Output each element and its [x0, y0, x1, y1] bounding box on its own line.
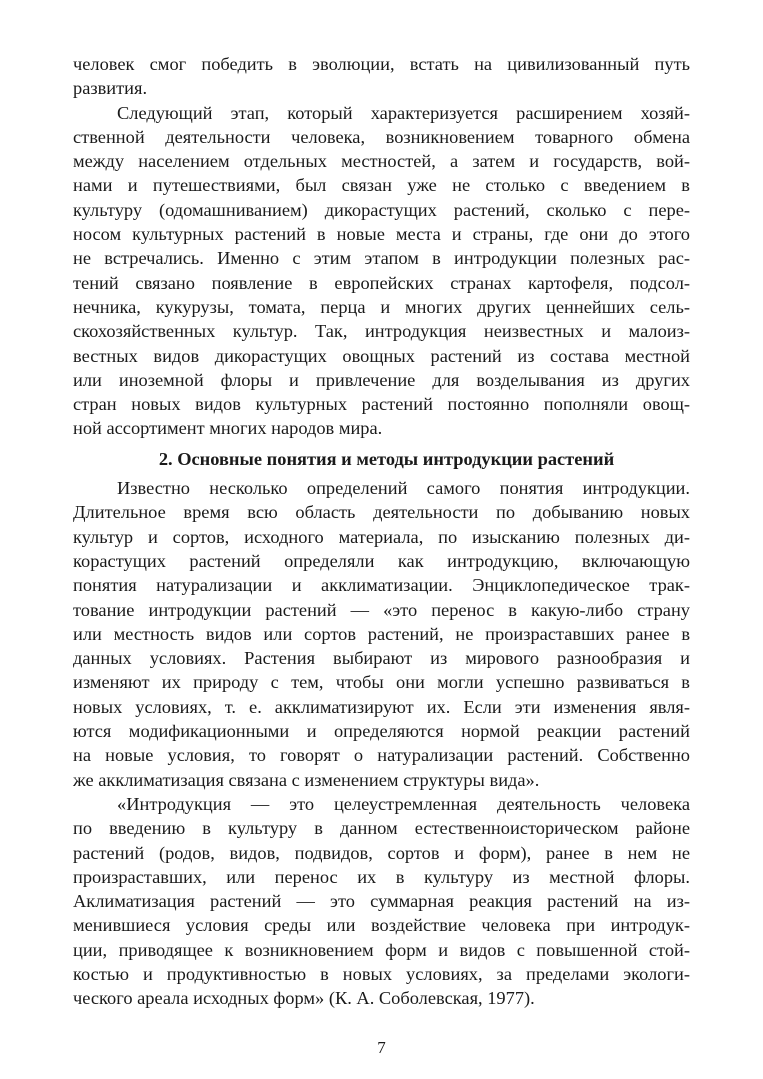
- text-line: ются модификационными и определяются нормой реакции растений: [73, 721, 690, 742]
- text-line: культуру (одомашниванием) дикорастущих растений, сколько с пере-: [73, 199, 690, 220]
- text-line: носом культурных растений в новые места и страны, где они до этого: [73, 224, 690, 245]
- text-line: вестных видов дикорастущих овощных растений из состава местной: [73, 345, 690, 366]
- text-line: «Интродукция — это целеустремленная деятельность человека: [117, 793, 690, 814]
- text-line: развития.: [73, 78, 148, 99]
- text-line: Длительное время всю область деятельности по добыванию новых: [73, 502, 690, 523]
- text-line: ной ассортимент многих народов мира.: [73, 418, 383, 439]
- text-line: же акклиматизация связана с изменением структуры вида».: [73, 769, 540, 790]
- text-line: ческого ареала исходных форм» (К. А. Соболевская, 1977).: [73, 988, 535, 1009]
- page-number: 7: [377, 1038, 386, 1057]
- text-line: менившиеся условия среды или воздействие человека при интродук-: [73, 915, 690, 936]
- text-line: нами и путешествиями, был связан уже не столько с введением в: [73, 175, 690, 196]
- text-line: понятия натурализации и акклиматизации. Энциклопедическое трак-: [73, 575, 690, 596]
- text-line: между населением отдельных местностей, а затем и государств, вой-: [73, 151, 690, 172]
- text-line: изменяют их природу с тем, чтобы они могли успешно развиваться в: [73, 672, 690, 693]
- text-line: не встречались. Именно с этим этапом в интродукции полезных рас-: [73, 248, 690, 269]
- text-line: данных условиях. Растения выбирают из мирового разнообразия и: [73, 648, 690, 669]
- page-body: [73, 52, 690, 1011]
- text-line: ции, приводящее к возникновением форм и видов с повышенной стой-: [73, 939, 690, 960]
- text-line: по введению в культуру в данном естественноисторическом районе: [73, 818, 690, 839]
- paragraph-next-stage: [73, 101, 690, 441]
- text-line: тование интродукции растений — «это перенос в какую-либо страну: [73, 599, 690, 620]
- text-line: скохозяйственных культур. Так, интродукция неизвестных и малоиз-: [73, 321, 690, 342]
- text-line: произраставших, или перенос их в культуру из местной флоры.: [73, 866, 690, 887]
- text-line: Известно несколько определений самого понятия интродукции.: [117, 478, 690, 499]
- text-line: или иноземной флоры и привлечение для возделывания из других: [73, 369, 690, 390]
- text-line: ственной деятельности человека, возникновением товарного обмена: [73, 126, 690, 147]
- text-line: новых условиях, т. е. акклиматизируют их. Если эти изменения явля-: [73, 696, 690, 717]
- text-line: тений связано появление в европейских странах картофеля, подсол-: [73, 272, 690, 293]
- text-line: Следующий этап, который характеризуется расширением хозяй-: [117, 102, 690, 123]
- text-line: Аклиматизация растений — это суммарная реакция растений на из-: [73, 891, 690, 912]
- text-line: костью и продуктивностью в новых условиях, за пределами экологи-: [73, 963, 690, 984]
- text-line: человек смог победить в эволюции, встать на цивилизованный путь: [73, 54, 690, 74]
- paragraph-introduction-quote: [73, 792, 690, 1011]
- text-line: стран новых видов культурных растений постоянно пополняли овощ-: [73, 394, 690, 415]
- text-line: или местность видов или сортов растений, не произраставших ранее в: [73, 623, 690, 644]
- section-heading: 2. Основные понятия и методы интродукции растений: [158, 448, 615, 469]
- paragraph-continued: [73, 52, 690, 101]
- text-line: растений (родов, видов, подвидов, сортов и форм), ранее в нем не: [73, 842, 690, 863]
- paragraph-definitions: [73, 476, 690, 792]
- text-line: нечника, кукурузы, томата, перца и многих других ценнейших сель-: [73, 296, 690, 317]
- text-line: на новые условия, то говорят о натурализации растений. Собственно: [73, 745, 690, 766]
- text-line: корастущих растений определяли как интродукцию, включающую: [73, 550, 690, 571]
- text-line: культур и сортов, исходного материала, по изысканию полезных ди-: [73, 526, 690, 547]
